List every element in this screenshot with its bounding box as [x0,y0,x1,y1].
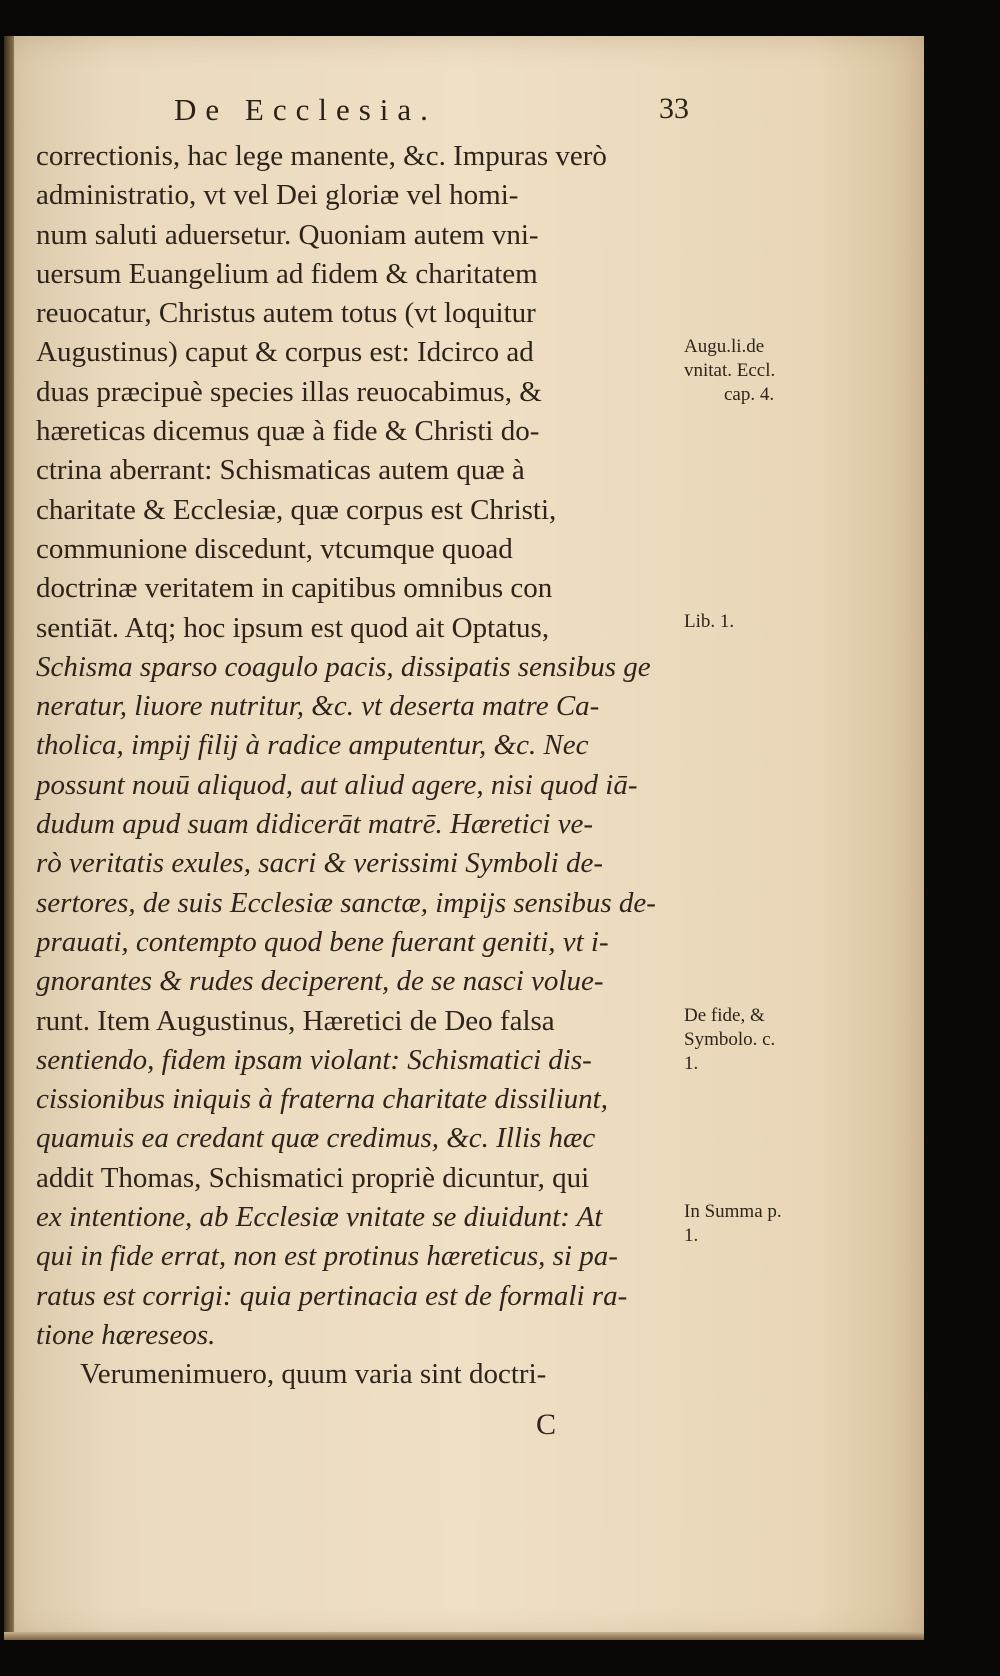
text-line: addit Thomas, Schismatici propriè dicuntur, qui [36,1161,590,1194]
body-text [36,137,686,1395]
text-line: duas præcipuè species illas reuocabimus, & [36,375,542,408]
text-line: ratus est corrigi: quia pertinacia est de formali ra- [36,1279,628,1312]
marginal-note-line: cap. 4. [724,384,775,405]
marginal-note-line: In Summa p. [684,1201,782,1222]
text-line: Verumenimuero, quum varia sint doctri- [80,1358,547,1391]
text-line: neratur, liuore nutritur, &c. vt deserta matre Ca- [36,690,600,723]
text-line: possunt nouū aliquod, aut aliud agere, nisi quod iā- [36,768,638,801]
text-line: gnorantes & rudes deciperent, de se nasci volue- [36,965,604,998]
text-line: runt. Item Augustinus, Hæretici de Deo falsa [36,1004,555,1037]
page-number: 33 [659,92,689,125]
text-line: correctionis, hac lege manente, &c. Impuras verò [36,140,607,172]
text-line: quamuis ea credant quæ credimus, &c. Illis hæc [36,1122,596,1155]
text-line: num saluti aduersetur. Quoniam autem vni- [36,218,539,251]
text-line: administratio, vt vel Dei gloriæ vel homi- [36,179,519,212]
marginal-note-de-fide [684,1004,775,1076]
text-line: sentiāt. Atq; hoc ipsum est quod ait Optatus, [36,611,550,644]
text-line: communione discedunt, vtcumque quoad [36,532,513,565]
text-line: uersum Euangelium ad fidem & charitatem [36,257,538,290]
text-line: hæreticas dicemus quæ à fide & Christi do- [36,415,540,448]
marginal-note-line: 1. [684,1225,699,1246]
marginal-note-thomas [684,1200,782,1248]
text-line: qui in fide errat, non est protinus hæreticus, si pa- [36,1240,618,1273]
marginal-note-augustinus [684,335,775,407]
marginal-note-line: vnitat. Eccl. [684,360,776,381]
marginal-note-line: Augu.li.de [684,336,765,357]
text-line: reuocatur, Christus autem totus (vt loquitur [36,297,536,330]
text-line: sentiendo, fidem ipsam violant: Schismatici dis- [36,1043,592,1076]
text-line: Augustinus) caput & corpus est: Idcirco ad [36,336,534,369]
marginal-note-optatus [684,610,734,634]
marginal-note-line: De fide, & [684,1005,765,1026]
signature-mark: C [536,1408,557,1441]
text-line: tione hæreseos. [36,1318,216,1351]
marginal-note-line: Symbolo. c. [684,1029,776,1050]
text-line: ctrina aberrant: Schismaticas autem quæ à [36,454,525,487]
text-line: charitate & Ecclesiæ, quæ corpus est Christi, [36,493,557,526]
text-line: ex intentione, ab Ecclesiæ vnitate se diuidunt: At [36,1201,603,1234]
running-head: De Ecclesia. [174,92,437,127]
text-line: dudum apud suam didicerāt matrē. Hæretici ve- [36,808,594,841]
page-gutter [4,36,14,1640]
text-line: tholica, impij filij à radice amputentur, &c. Nec [36,729,589,762]
text-line: doctrinæ veritatem in capitibus omnibus con [36,572,553,605]
marginal-note-line: Lib. 1. [684,611,735,632]
text-line: sertores, de suis Ecclesiæ sanctæ, impijs sensibus de- [36,886,656,919]
book-page [4,36,924,1640]
marginal-note-line: 1. [684,1053,699,1074]
text-line: prauati, contempto quod bene fuerant geniti, vt i- [36,925,609,958]
text-line: cissionibus iniquis à fraterna charitate dissiliunt, [36,1083,608,1116]
text-line: Schisma sparso coagulo pacis, dissipatis sensibus ge [36,650,651,683]
text-line: rò veritatis exules, sacri & verissimi Symboli de- [36,847,604,880]
page-bottom-edge [4,1632,924,1640]
